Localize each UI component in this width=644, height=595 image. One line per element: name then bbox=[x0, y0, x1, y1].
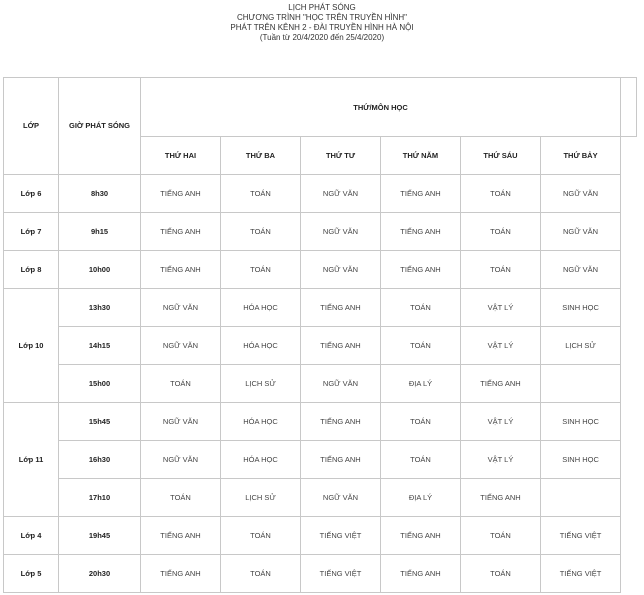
subject-cell: LỊCH SỬ bbox=[541, 326, 621, 364]
subject-cell: TOÁN bbox=[221, 174, 301, 212]
time-cell: 15h00 bbox=[59, 364, 141, 402]
table-edge-cell bbox=[621, 364, 637, 402]
time-cell: 19h45 bbox=[59, 516, 141, 554]
subject-cell: TOÁN bbox=[381, 326, 461, 364]
time-cell: 15h45 bbox=[59, 402, 141, 440]
table-edge-cell bbox=[621, 212, 637, 250]
subject-cell: LỊCH SỬ bbox=[221, 478, 301, 516]
subject-cell: NGỮ VĂN bbox=[301, 212, 381, 250]
subject-cell: TOÁN bbox=[461, 212, 541, 250]
subject-cell: TIẾNG VIỆT bbox=[541, 516, 621, 554]
subject-cell: NGỮ VĂN bbox=[301, 364, 381, 402]
subject-cell: SINH HỌC bbox=[541, 402, 621, 440]
subject-cell: NGỮ VĂN bbox=[541, 212, 621, 250]
subject-cell: TIẾNG ANH bbox=[381, 554, 461, 592]
table-row bbox=[4, 364, 637, 402]
class-cell: Lớp 6 bbox=[4, 174, 59, 212]
class-cell: Lớp 11 bbox=[4, 402, 59, 516]
subject-cell: SINH HỌC bbox=[541, 440, 621, 478]
subject-cell: TOÁN bbox=[141, 364, 221, 402]
subject-cell: SINH HỌC bbox=[541, 288, 621, 326]
column-header-time: GIỜ PHÁT SÓNG bbox=[59, 78, 141, 175]
table-row bbox=[4, 554, 637, 592]
subject-cell: TIẾNG ANH bbox=[141, 516, 221, 554]
class-cell: Lớp 5 bbox=[4, 554, 59, 592]
table-row bbox=[4, 326, 637, 364]
broadcast-schedule-table bbox=[3, 77, 637, 593]
subject-cell: TOÁN bbox=[461, 174, 541, 212]
header-channel: PHÁT TRÊN KÊNH 2 - ĐÀI TRUYỀN HÌNH HÀ NỘI bbox=[230, 23, 414, 32]
subject-cell bbox=[541, 478, 621, 516]
table-row bbox=[4, 402, 637, 440]
subject-cell: TIẾNG ANH bbox=[141, 174, 221, 212]
subject-cell: LỊCH SỬ bbox=[221, 364, 301, 402]
document-header bbox=[0, 3, 644, 43]
time-cell: 20h30 bbox=[59, 554, 141, 592]
subject-cell: TOÁN bbox=[461, 554, 541, 592]
header-week: (Tuần từ 20/4/2020 đến 25/4/2020) bbox=[259, 33, 385, 42]
subject-cell: TIẾNG VIỆT bbox=[541, 554, 621, 592]
subject-cell: NGỮ VĂN bbox=[141, 440, 221, 478]
table-edge-cell bbox=[621, 137, 637, 175]
subject-cell: TOÁN bbox=[221, 554, 301, 592]
subject-cell: TIẾNG ANH bbox=[381, 516, 461, 554]
subject-cell: HÓA HỌC bbox=[221, 326, 301, 364]
subject-cell: VẬT LÝ bbox=[461, 440, 541, 478]
time-cell: 17h10 bbox=[59, 478, 141, 516]
subject-cell: TIẾNG VIỆT bbox=[301, 516, 381, 554]
subject-cell: TOÁN bbox=[461, 516, 541, 554]
table-edge-cell bbox=[621, 440, 637, 478]
day-header: THỨ SÁU bbox=[461, 137, 541, 175]
subject-cell: TIẾNG ANH bbox=[461, 364, 541, 402]
class-cell: Lớp 4 bbox=[4, 516, 59, 554]
table-edge-cell bbox=[621, 402, 637, 440]
day-header: THỨ BẢY bbox=[541, 137, 621, 175]
subject-cell: NGỮ VĂN bbox=[541, 174, 621, 212]
table-edge-cell bbox=[621, 554, 637, 592]
table-edge-cell bbox=[621, 516, 637, 554]
table-edge-cell bbox=[621, 174, 637, 212]
subject-cell: HÓA HỌC bbox=[221, 288, 301, 326]
day-header: THỨ BA bbox=[221, 137, 301, 175]
subject-cell: NGỮ VĂN bbox=[301, 174, 381, 212]
table-edge-cell bbox=[621, 250, 637, 288]
subject-cell: NGỮ VĂN bbox=[141, 326, 221, 364]
day-header: THỨ NĂM bbox=[381, 137, 461, 175]
class-cell: Lớp 7 bbox=[4, 212, 59, 250]
subject-cell: TIẾNG ANH bbox=[301, 402, 381, 440]
table-edge-cell bbox=[621, 288, 637, 326]
subject-cell: NGỮ VĂN bbox=[301, 250, 381, 288]
table-row bbox=[4, 250, 637, 288]
time-cell: 10h00 bbox=[59, 250, 141, 288]
class-cell: Lớp 8 bbox=[4, 250, 59, 288]
subject-cell: TOÁN bbox=[141, 478, 221, 516]
subject-cell: VẬT LÝ bbox=[461, 288, 541, 326]
subject-cell: TIẾNG ANH bbox=[381, 250, 461, 288]
subject-cell: TIẾNG ANH bbox=[461, 478, 541, 516]
subject-cell: TOÁN bbox=[221, 212, 301, 250]
time-cell: 13h30 bbox=[59, 288, 141, 326]
subject-cell: HÓA HỌC bbox=[221, 402, 301, 440]
table-edge-cell bbox=[621, 78, 637, 137]
subject-cell: NGỮ VĂN bbox=[301, 478, 381, 516]
time-cell: 14h15 bbox=[59, 326, 141, 364]
subject-cell: TIẾNG ANH bbox=[301, 326, 381, 364]
subject-cell: TOÁN bbox=[461, 250, 541, 288]
header-title: LỊCH PHÁT SÓNG bbox=[288, 3, 356, 12]
subject-cell: TIẾNG ANH bbox=[381, 174, 461, 212]
subject-cell: TOÁN bbox=[381, 402, 461, 440]
subject-cell: TIẾNG ANH bbox=[301, 440, 381, 478]
header-program: CHƯƠNG TRÌNH "HỌC TRÊN TRUYỀN HÌNH" bbox=[236, 13, 408, 22]
table-row bbox=[4, 516, 637, 554]
subject-cell: TIẾNG ANH bbox=[141, 554, 221, 592]
subject-cell bbox=[541, 364, 621, 402]
subject-cell: NGỮ VĂN bbox=[141, 288, 221, 326]
table-row bbox=[4, 212, 637, 250]
subject-cell: TIẾNG ANH bbox=[141, 212, 221, 250]
class-cell: Lớp 10 bbox=[4, 288, 59, 402]
subject-cell: TOÁN bbox=[221, 250, 301, 288]
time-cell: 9h15 bbox=[59, 212, 141, 250]
subject-cell: VẬT LÝ bbox=[461, 326, 541, 364]
table-header-row bbox=[4, 78, 637, 137]
table-row bbox=[4, 174, 637, 212]
subject-cell: TOÁN bbox=[381, 288, 461, 326]
subject-cell: TIẾNG ANH bbox=[141, 250, 221, 288]
table-row bbox=[4, 288, 637, 326]
table-row bbox=[4, 440, 637, 478]
table-edge-cell bbox=[621, 478, 637, 516]
time-cell: 8h30 bbox=[59, 174, 141, 212]
subject-cell: VẬT LÝ bbox=[461, 402, 541, 440]
column-header-subjects: THỨ/MÔN HỌC bbox=[141, 78, 621, 137]
table-edge-cell bbox=[621, 326, 637, 364]
subject-cell: ĐỊA LÝ bbox=[381, 478, 461, 516]
day-header: THỨ HAI bbox=[141, 137, 221, 175]
subject-cell: TOÁN bbox=[381, 440, 461, 478]
time-cell: 16h30 bbox=[59, 440, 141, 478]
subject-cell: TIẾNG VIỆT bbox=[301, 554, 381, 592]
column-header-class: LỚP bbox=[4, 78, 59, 175]
day-header: THỨ TƯ bbox=[301, 137, 381, 175]
table-row bbox=[4, 478, 637, 516]
subject-cell: HÓA HỌC bbox=[221, 440, 301, 478]
subject-cell: NGỮ VĂN bbox=[541, 250, 621, 288]
subject-cell: TIẾNG ANH bbox=[301, 288, 381, 326]
subject-cell: ĐỊA LÝ bbox=[381, 364, 461, 402]
subject-cell: TIẾNG ANH bbox=[381, 212, 461, 250]
subject-cell: TOÁN bbox=[221, 516, 301, 554]
subject-cell: NGỮ VĂN bbox=[141, 402, 221, 440]
